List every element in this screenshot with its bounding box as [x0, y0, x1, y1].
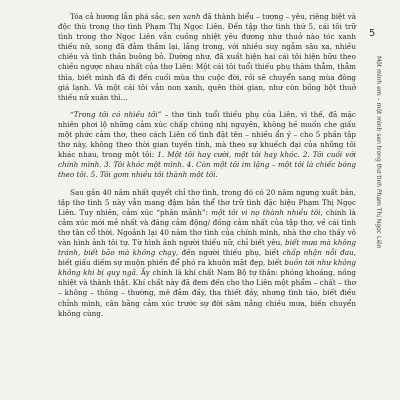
body-text [58, 12, 356, 319]
running-title-text: Một mình em – một mình sen trong thơ tình Phạm Thị Ngọc Liên [375, 56, 382, 249]
text-run: . Ấy chính là khí chất Nam Bộ tự thân: phóng khoáng, nồng nhiệt và thành thật. Khí chất này đã đem đến cho thơ Liên một phẩm – chất – thơ – không – thông – thường, mê đắm đầy, tha thiết đầy, nhưng tình táo, biết điều chỉnh mình, cân bằng cảm xúc trước sự đời sâm nắng chiều mưa, biến chuyển không cùng. [58, 268, 356, 318]
text-run: Tóa cả hương lẫn phá sắc, [70, 12, 168, 21]
italic-run: biết mưa mà không tránh, biết bão mà không chạy [58, 237, 356, 258]
paragraph [58, 110, 356, 181]
text-run: , chính là cảm xúc mới mẻ nhất và đáng cảm động/ đồng cảm nhất của tập thơ, về cái tình thơ tân cổ thời. Ngoảnh lại 40 năm thơ tình của chính mình, nhà thơ cho thấy vô vàn hình ảnh tôi tự. Từ hình ảnh người thiếu nữ, chỉ biết yêu, [58, 207, 356, 247]
italic-run: chấp nhận nỗi đau [282, 248, 354, 258]
italic-run: sen xanh [167, 12, 201, 21]
text-run: đã thành biểu – tượng – yêu, riêng biệt và độc thù trong thơ tình Phạm Thị Ngọc Liên. Đến tập thơ tình thứ 5, cái tôi trữ tình trong thơ Ngọc Liên vẫn cuồng nhiệt yêu đương như thuở nào tóc xanh thiếu nữ, song đã đằm thắm lại, lắng trong, với nhiều suy ngẫm sâu xa, nhiều chiêu và tình thần buông bỏ. Dường như, đã xuất hiện hai cái tôi hiện hữu theo chiều ngược nhau nhất của thơ Liên: Một cái tôi tuổi thiếu phụ thăm thẳm, thẳm thìa, biết mình đã đi đến cuối mùa thu cuộc đời, rồi sẽ chuyển sang mùa đông giá lạnh. Và một cái tôi vẫn non xanh, quên thời gian, như còn bồng bột thuở thiếu nữ xuân thì... [58, 12, 356, 102]
text-run: , biết giấu diếm sự muộn phiền để phó ra khuôn mặt đẹp, biết [58, 248, 356, 268]
italic-run: buồn tới như không không khi bị quy ngã [58, 258, 356, 278]
italic-run: 1. Một tôi hay cười, một tôi hay khóc. 2. Tôi cuối với chính mình. 3. Tôi khóc một mình. 4. Còn một tôi im lặng – một tôi là chiếc bóng theo tôi. 5. Tôi gom nhiều tôi thành một tôi. [58, 150, 356, 180]
italic-run: một tôi vi nọ thành nhiều tôi [211, 207, 321, 217]
text-run: – thơ tình tuổi thiếu phụ của Liên, vì thế, đã mặc nhiên phơi lộ những cảm xúc chấp chúng nhị nguyên, không hề muốn che giấu một phức cảm thơ, theo cách Liên cố tình đặt tên – nhiều ẩn ý – cho 5 phần tập thơ này, không theo thời gian tuyến tính, mà theo sự khuếch đại của những tôi khác nhau, trong một tôi: [58, 109, 356, 160]
running-title [376, 56, 388, 286]
paragraph [58, 188, 356, 319]
text-run: Sau gần 40 năm nhất quyết chỉ thơ tình, trong đó có 20 năm ngưng xuất bản, tập thơ tình 5 này vẫn mang đậm bản thể thơ trữ tình đặc hiệu Phạm Thị Ngọc Liên. Tuy nhiên, cảm xúc “phân mảnh”: [58, 187, 356, 217]
italic-run: “Trong tôi có nhiều tôi” [70, 109, 162, 119]
page-number: 5 [369, 28, 376, 39]
paragraph [58, 12, 356, 103]
text-run: , đến người thiếu phụ, biết [175, 248, 283, 258]
